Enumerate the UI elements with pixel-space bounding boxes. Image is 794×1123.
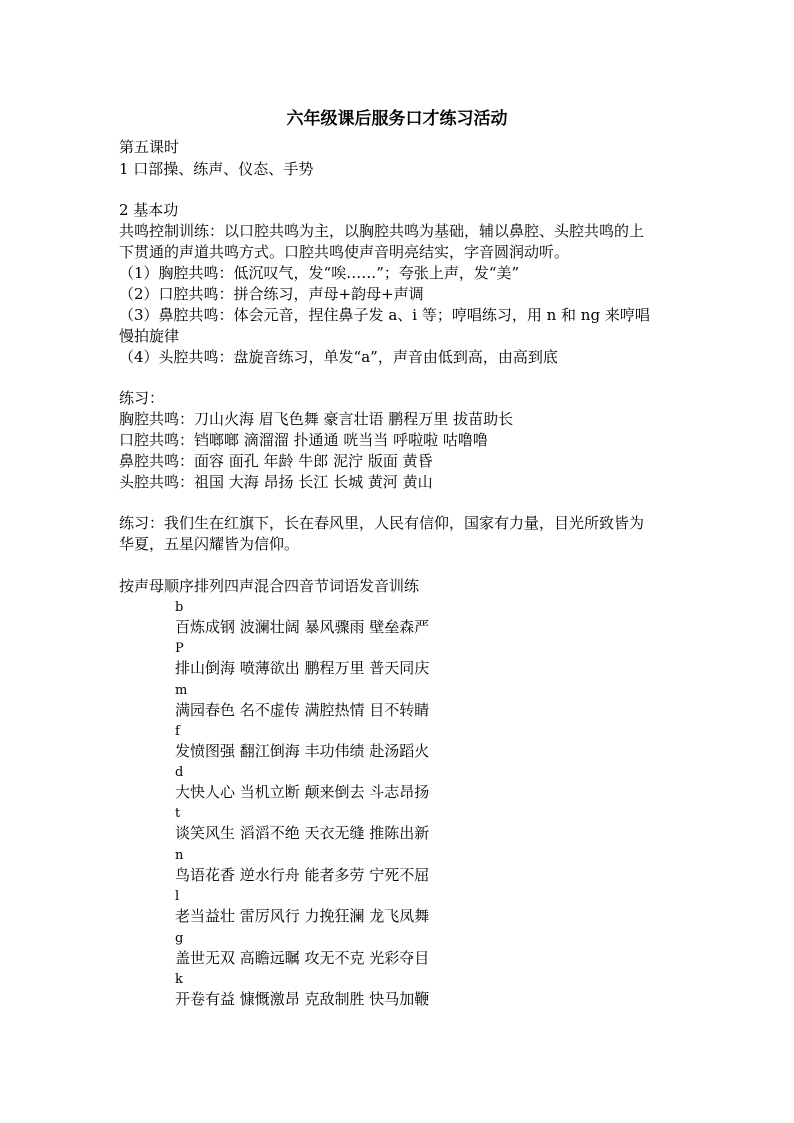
word-group: 百炼成钢 波澜壮阔 暴风骤雨 壁垒森严 [175,618,430,636]
word-group: 谈笑风生 滔滔不绝 天衣无缝 推陈出新 [175,824,430,842]
word-group: 排山倒海 喷薄欲出 鹏程万里 普天同庆 [175,659,430,677]
item-head-resonance: （4）头腔共鸣：盘旋音练习，单发“a”，声音由低到高，由高到底 [119,348,558,366]
practice-head: 头腔共鸣：祖国 大海 昂扬 长江 长城 黄河 黄山 [119,473,433,491]
practice-nasal: 鼻腔共鸣：面容 面孔 年龄 牛郎 泥泞 版面 黄昏 [119,452,433,470]
practice-oral: 口腔共鸣：铛啷啷 滴溜溜 扑通通 咣当当 呼啦啦 咕噜噜 [119,431,488,449]
initial-letter: P [175,641,184,656]
resonance-paragraph-line-2: 下贯通的声道共鸣方式。口腔共鸣使声音明亮结实，字音圆润动听。 [119,243,570,261]
initial-letter: t [175,806,181,821]
initial-letter: n [175,848,184,863]
word-group: 鸟语花香 逆水行舟 能者多劳 宁死不屈 [175,866,430,884]
section-2: 2 基本功 [119,201,179,219]
item-oral-resonance: （2）口腔共鸣：拼合练习，声母+韵母+声调 [119,285,424,303]
practice-chest: 胸腔共鸣：刀山火海 眉飞色舞 豪言壮语 鹏程万里 拔苗助长 [119,410,514,428]
item-chest-resonance: （1）胸腔共鸣：低沉叹气，发“唉……”；夸张上声，发“美” [119,264,520,282]
practice-sentence-line-2: 华夏，五星闪耀皆为信仰。 [119,535,300,553]
item-nasal-resonance-line-2: 慢拍旋律 [119,327,180,345]
item-nasal-resonance-line-1: （3）鼻腔共鸣：体会元音，捏住鼻子发 a、i 等；哼唱练习，用 n 和 ng 来哼唱 [119,306,650,324]
practice-label: 练习： [119,389,165,407]
initial-letter: k [175,972,183,987]
initial-letter: b [175,600,184,615]
lesson-label: 第五课时 [119,138,180,156]
initial-letter: d [175,765,184,780]
word-group: 满园春色 名不虚传 满腔热情 目不转睛 [175,701,430,719]
practice-sentence-line-1: 练习：我们生在红旗下，长在春风里，人民有信仰，国家有力量，目光所致皆为 [119,514,645,532]
section-1: 1 口部操、练声、仪态、手势 [119,160,314,178]
initial-letter: l [175,889,180,904]
word-group: 大快人心 当机立断 颠来倒去 斗志昂扬 [175,783,430,801]
word-group: 盖世无双 高瞻远瞩 攻无不克 光彩夺目 [175,949,430,967]
initial-letter: g [175,931,184,946]
resonance-paragraph-line-1: 共鸣控制训练：以口腔共鸣为主，以胸腔共鸣为基础，辅以鼻腔、头腔共鸣的上 [119,222,645,240]
word-group: 发愤图强 翻江倒海 丰功伟绩 赴汤蹈火 [175,742,430,760]
initial-letter: f [175,724,180,739]
word-group: 开卷有益 慷慨激昂 克敌制胜 快马加鞭 [175,990,430,1008]
word-group: 老当益壮 雷厉风行 力挽狂澜 龙飞凤舞 [175,907,430,925]
initial-letter: m [175,683,188,698]
document-title: 六年级课后服务口才练习活动 [286,109,508,129]
training-heading: 按声母顺序排列四声混合四音节词语发音训练 [119,577,420,595]
